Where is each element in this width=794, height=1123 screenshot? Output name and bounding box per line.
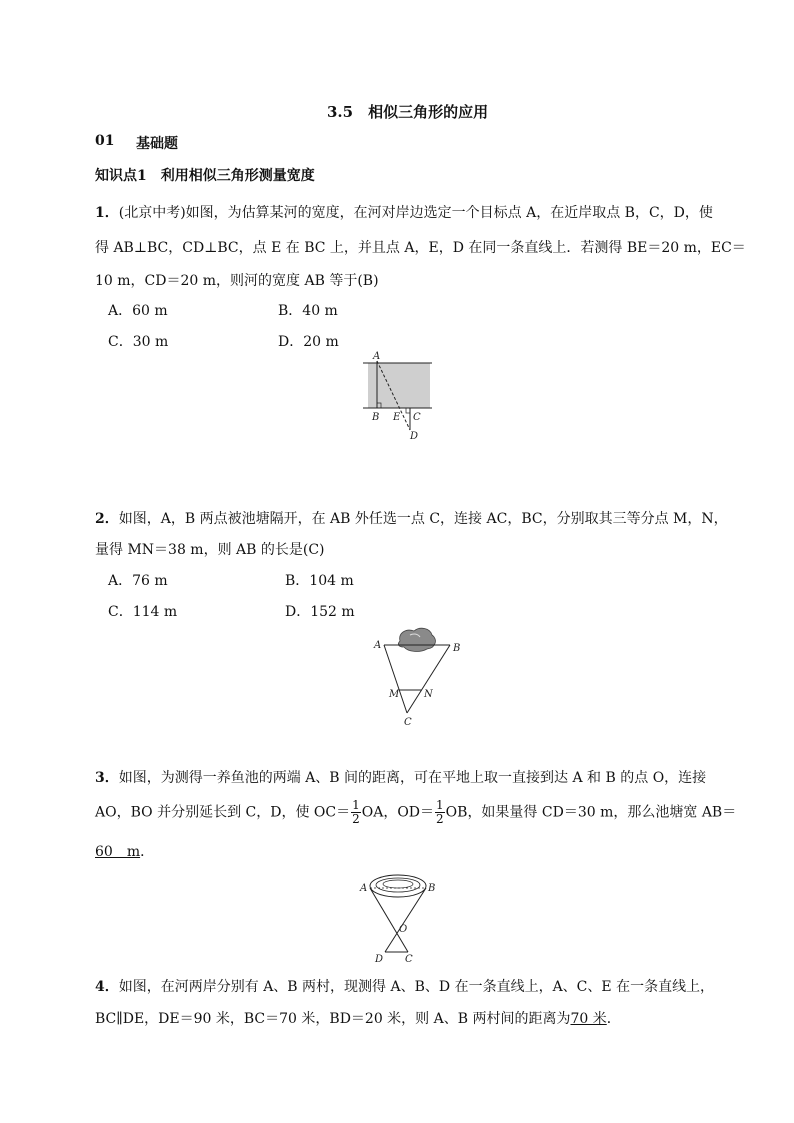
segment-ac <box>384 645 407 713</box>
question-1-option-c: C．30 m <box>108 334 169 350</box>
question-1-figure <box>360 350 440 445</box>
label-a: A <box>373 351 381 362</box>
label-b: B <box>453 643 461 654</box>
question-3-answer: 60 m <box>95 844 141 860</box>
segment-bd <box>385 888 426 952</box>
question-3-figure <box>355 870 440 965</box>
label-c: C <box>404 717 412 728</box>
question-4-number: 4． <box>95 979 119 995</box>
label-c: C <box>413 412 421 423</box>
pond-inner-ring <box>383 880 413 888</box>
section-name: 基础题 <box>136 136 178 152</box>
question-2-option-c: C．114 m <box>108 604 178 620</box>
question-4-line-2: BC∥DE，DE＝90 米，BC＝70 米，BD＝20 米，则 A、B 两村间的距离为70 米． <box>95 1011 621 1027</box>
page-title: 3.5 相似三角形的应用 <box>327 103 489 121</box>
label-m: M <box>389 689 400 700</box>
question-2-number: 2． <box>95 511 119 527</box>
label-a: A <box>360 883 368 894</box>
question-1-line-2: 得 AB⊥BC，CD⊥BC，点 E 在 BC 上，并且点 A，E，D 在同一条直线上．若测得 BE＝20 m，EC＝ <box>95 240 746 256</box>
question-1-option-a: A．60 m <box>108 303 168 319</box>
question-3-line-2: AO，BO 并分别延长到 C，D，使 OC＝ $\frac{1}{2}$ OA，OD＝ $\frac{1}{2}$ OB，如果量得 CD＝30 m，那么池塘宽 AB＝ <box>95 798 737 826</box>
question-1-line-3: 10 m，CD＝20 m，则河的宽度 AB 等于(B) <box>95 273 379 289</box>
question-4-answer: 70 米 <box>570 1011 607 1027</box>
question-2-line-2: 量得 MN＝38 m，则 AB 的长是(C) <box>95 542 325 558</box>
question-1-number: 1． <box>95 205 119 221</box>
knowledge-point-title: 知识点1 利用相似三角形测量宽度 <box>95 168 315 184</box>
question-1-option-d: D．20 m <box>278 334 339 350</box>
label-n: N <box>424 689 433 700</box>
right-angle-c <box>406 408 410 413</box>
pond-shape <box>398 628 435 651</box>
question-1-line-1: 1．(北京中考)如图，为估算某河的宽度，在河对岸边选定一个目标点 A，在近岸取点 B，C，D，使 <box>95 205 713 221</box>
question-2-line-1: 2．如图，A，B 两点被池塘隔开，在 AB 外任选一点 C，连接 AC，BC，分别取其三等分点 M，N， <box>95 511 728 527</box>
label-d: D <box>410 431 419 442</box>
label-a: A <box>374 640 382 651</box>
label-b: B <box>428 883 436 894</box>
section-number: 01 <box>95 133 115 149</box>
label-d: D <box>375 954 384 965</box>
segment-bc <box>407 645 450 713</box>
question-3-number: 3． <box>95 770 119 786</box>
label-c: C <box>405 954 413 965</box>
label-e: E <box>393 412 401 423</box>
question-3-line-3: 60 m． <box>95 844 155 860</box>
question-2-option-a: A．76 m <box>108 573 168 589</box>
fraction-one-half-2: $\frac{1}{2}$ <box>436 798 444 826</box>
question-3-line-1: 3．如图，为测得一养鱼池的两端 A、B 间的距离，可在平地上取一直接到达 A 和 B 的点 O，连接 <box>95 770 707 786</box>
fraction-one-half-1: $\frac{1}{2}$ <box>352 798 360 826</box>
question-1-option-b: B．40 m <box>278 303 338 319</box>
question-2-figure <box>370 625 465 730</box>
label-b: B <box>372 412 380 423</box>
question-4-line-1: 4．如图，在河两岸分别有 A、B 两村，现测得 A、B、D 在一条直线上，A、C、E 在一条直线上， <box>95 979 715 995</box>
question-2-option-b: B．104 m <box>285 573 354 589</box>
label-o: O <box>399 924 408 935</box>
segment-ac <box>370 888 408 952</box>
question-2-option-d: D．152 m <box>285 604 355 620</box>
